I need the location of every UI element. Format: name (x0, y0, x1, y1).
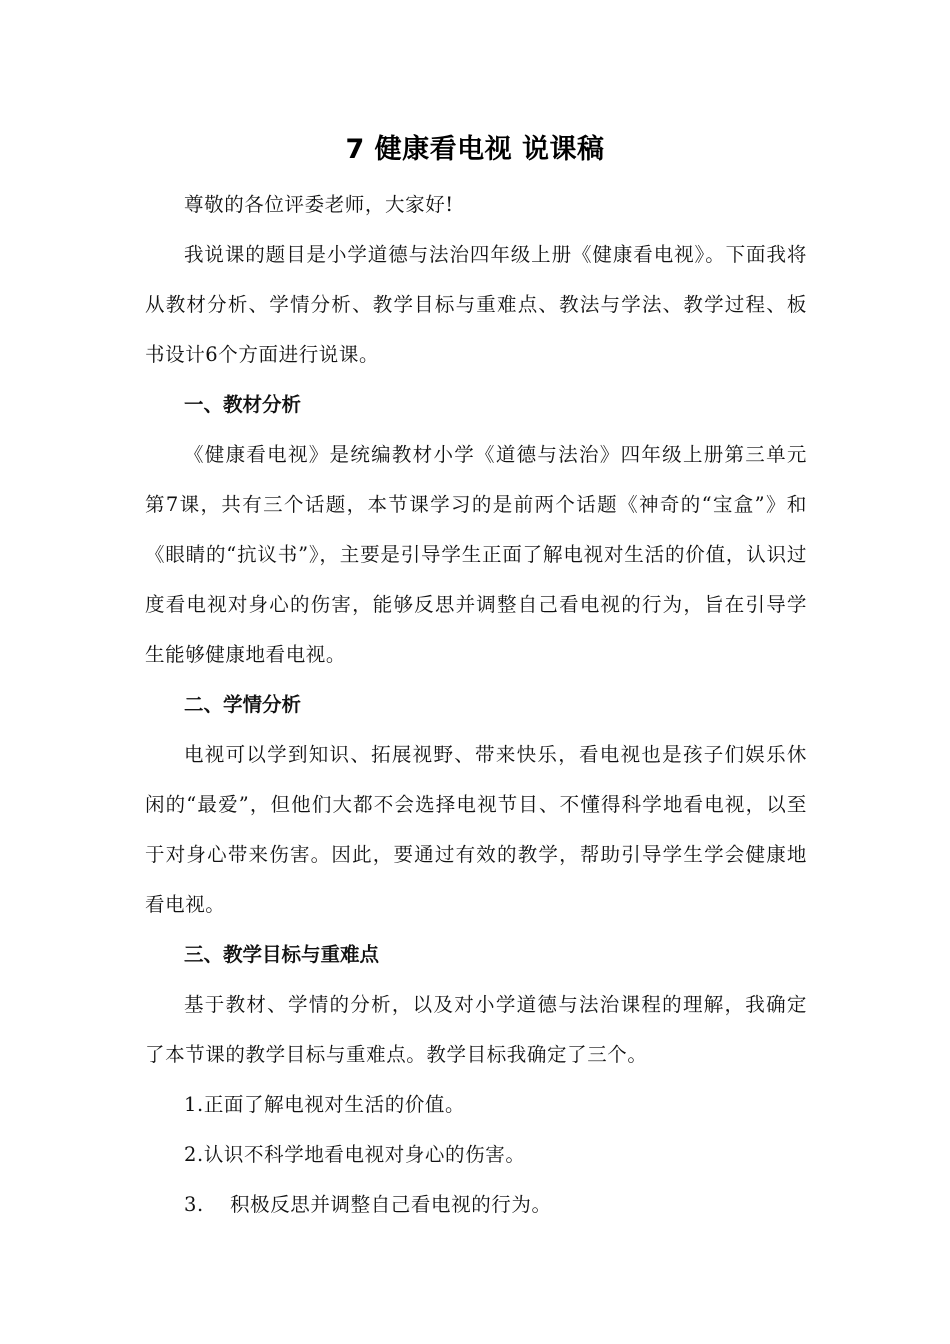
goal-list-item (145, 1130, 807, 1180)
goal-number: 1. (184, 1093, 204, 1116)
goal-list-item (145, 1080, 807, 1130)
goal-list-item (145, 1180, 807, 1230)
section-heading-teaching-goals: 三、教学目标与重难点 (184, 943, 380, 966)
teaching-goals-paragraph: 基于教材、学情的分析，以及对小学道德与法治课程的理解，我确定了本节课的教学目标与重难点。教学目标我确定了三个。 (145, 993, 807, 1066)
section-heading-student-analysis: 二、学情分析 (184, 693, 302, 716)
student-analysis-paragraph: 电视可以学到知识、拓展视野、带来快乐，看电视也是孩子们娱乐休闲的“最爱”，但他们大都不会选择电视节目、不懂得科学地看电视，以至于对身心带来伤害。因此，要通过有效的教学，帮助引导学生学会健康地看电视。 (145, 743, 807, 916)
section-heading-textbook-analysis: 一、教材分析 (184, 393, 302, 416)
goal-number: 3. (184, 1193, 204, 1216)
textbook-analysis-paragraph: 《健康看电视》是统编教材小学《道德与法治》四年级上册第三单元第7课，共有三个话题，本节课学习的是前两个话题《神奇的“宝盒”》和《眼睛的“抗议书”》，主要是引导学生正面了解电视对生活的价值，认识过度看电视对身心的伤害，能够反思并调整自己看电视的行为，旨在引导学生能够健康地看电视。 (145, 443, 807, 666)
goal-text: 正面了解电视对生活的价值。 (203, 1093, 466, 1116)
goal-text: 认识不科学地看电视对身心的伤害。 (203, 1143, 526, 1166)
greeting-paragraph: 尊敬的各位评委老师，大家好! (184, 193, 454, 216)
goal-text: 积极反思并调整自己看电视的行为。 (230, 1193, 552, 1216)
document-title: 7 健康看电视 说课稿 (345, 134, 605, 165)
intro-paragraph: 我说课的题目是小学道德与法治四年级上册《健康看电视》。下面我将从教材分析、学情分析、教学目标与重难点、教法与学法、教学过程、板书设计6个方面进行说课。 (145, 243, 807, 366)
goal-number: 2. (184, 1143, 204, 1166)
document-body (145, 180, 807, 1230)
